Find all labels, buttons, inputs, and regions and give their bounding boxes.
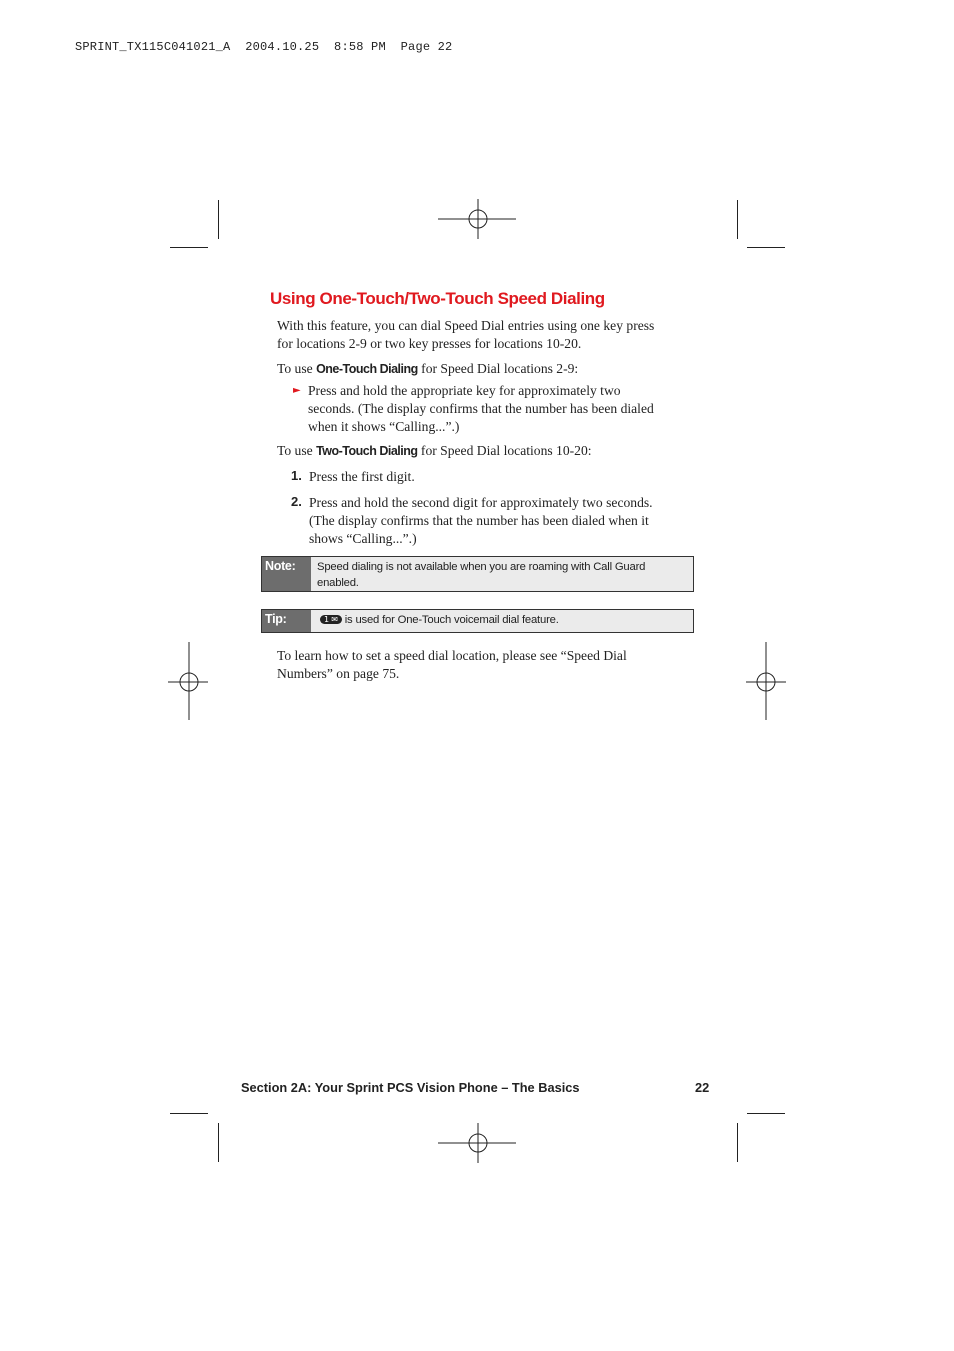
intro-line: With this feature, you can dial Speed Dial entries using one key press [277, 318, 655, 333]
registration-target-left [168, 642, 210, 722]
footer-section-title: Section 2A: Your Sprint PCS Vision Phone – The Basics [241, 1080, 580, 1095]
bullet-arrow-icon: ► [293, 385, 301, 396]
closing-paragraph: To learn how to set a speed dial location, please see “Speed Dial Numbers” on page 75. [277, 648, 627, 681]
tip-box [261, 609, 694, 633]
step-number: 2. [291, 494, 302, 509]
note-box [261, 556, 694, 592]
note-text: Speed dialing is not available when you are roaming with Call Guard enabled. [317, 561, 646, 589]
step-text: Press and hold the second digit for approximately two seconds. (The display confirms that the number has been dialed when it shows “Calling...”.) [309, 495, 653, 546]
registration-target-top [438, 199, 518, 239]
two-touch-term: Two-Touch Dialing [316, 444, 418, 458]
two-touch-intro: To use Two-Touch Dialing for Speed Dial locations 10-20: [277, 443, 592, 458]
footer-page-number: 22 [695, 1080, 710, 1095]
registration-target-right [746, 642, 788, 722]
one-touch-intro: To use One-Touch Dialing for Speed Dial locations 2-9: [277, 361, 579, 376]
tip-label: Tip: [262, 610, 311, 632]
voicemail-key-icon: 1 ✉ [320, 615, 342, 624]
intro-paragraph [277, 317, 654, 353]
note-label: Note: [262, 557, 311, 591]
print-slug: SPRINT_TX115C041021_A 2004.10.25 8:58 PM Page 22 [75, 40, 453, 54]
section-heading: Using One-Touch/Two-Touch Speed Dialing [270, 289, 605, 308]
one-touch-term: One-Touch Dialing [316, 362, 418, 376]
step-number: 1. [291, 468, 302, 483]
registration-target-bottom [438, 1123, 518, 1163]
step-text: Press the first digit. [309, 469, 415, 484]
one-touch-instruction: Press and hold the appropriate key for approximately two seconds. (The display confirms that the number has been dialed when it shows “Calling...”.) [308, 383, 654, 434]
intro-line: for locations 2-9 or two key presses for locations 10-20. [277, 336, 582, 351]
tip-text: 1 ✉ is used for One-Touch voicemail dial feature. [311, 610, 693, 632]
